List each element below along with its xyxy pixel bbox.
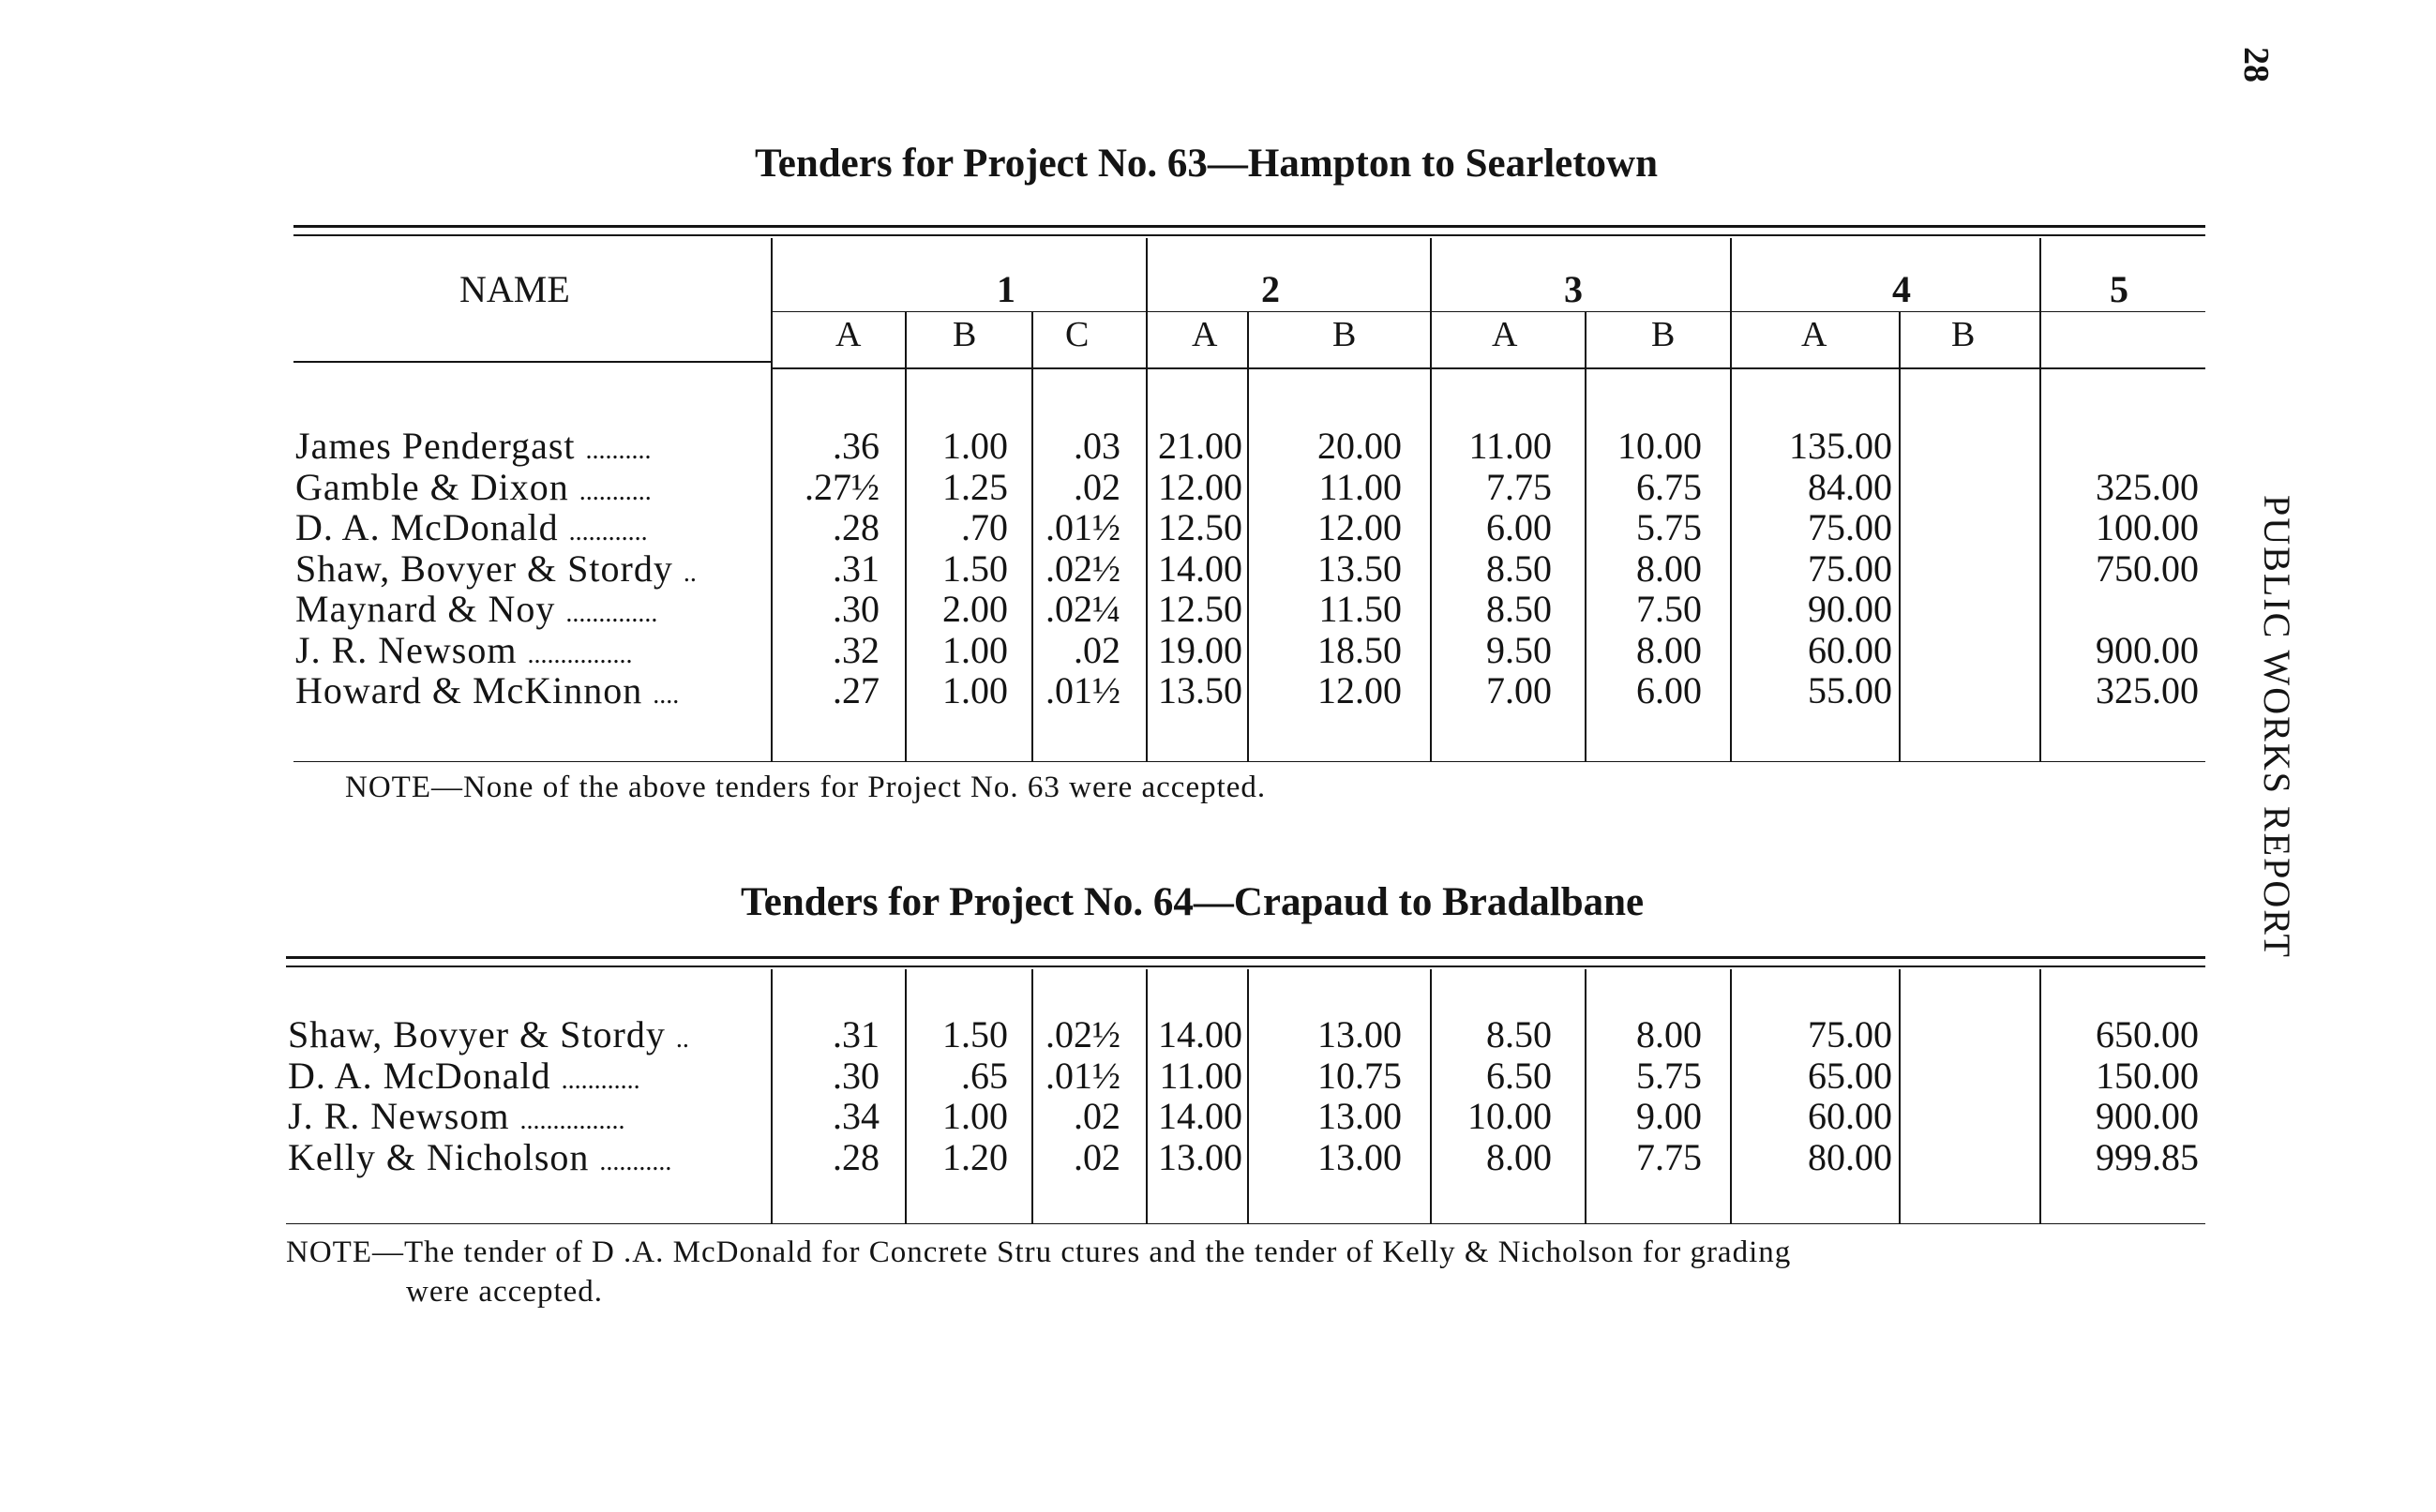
table-cell: .31 [833, 1013, 880, 1055]
table-cell: 900.00 [2096, 1095, 2199, 1137]
header-rule-right [771, 367, 2205, 369]
table-cell: 13.00 [1317, 1095, 1402, 1137]
table-cell: 9.50 [1486, 628, 1552, 671]
table-cell: 135.00 [1789, 425, 1892, 467]
leader-dots: .. [683, 558, 697, 588]
column-line-9 [2039, 238, 2041, 761]
table-cell: 21.00 [1158, 425, 1242, 467]
table-cell: 7.75 [1486, 465, 1552, 508]
table-cell: 14.00 [1158, 1013, 1242, 1055]
table-cell: 60.00 [1808, 628, 1892, 671]
table-cell: 13.00 [1158, 1135, 1242, 1178]
table-cell: 12.00 [1317, 669, 1402, 711]
table-cell: .02 [1074, 465, 1120, 508]
table-cell: 65.00 [1808, 1054, 1892, 1097]
table-cell: .34 [833, 1095, 880, 1137]
table-cell: 5.75 [1636, 1054, 1702, 1097]
name-header: NAME [459, 268, 570, 310]
leader-dots: ........... [579, 476, 652, 506]
table-cell: .70 [961, 506, 1008, 548]
row-name [295, 546, 697, 591]
table-cell: 84.00 [1808, 465, 1892, 508]
subheader-4: B [1332, 315, 1357, 354]
table-cell: .02½ [1045, 1013, 1120, 1055]
table-cell: 8.50 [1486, 1013, 1552, 1055]
tenderer-name: James Pendergast [295, 425, 586, 467]
table-cell: .30 [833, 1054, 880, 1097]
subheader-2: C [1065, 315, 1090, 354]
table-64-title: Tenders for Project No. 64—Crapaud to Bradalbane [741, 880, 1645, 924]
top-rule [286, 956, 2205, 959]
table-cell: 6.00 [1486, 506, 1552, 548]
table-cell: .28 [833, 1135, 880, 1178]
tenderer-name: Maynard & Noy [295, 588, 566, 630]
leader-dots: ............ [568, 517, 648, 546]
header-rule [293, 361, 771, 363]
table-cell: 150.00 [2096, 1054, 2199, 1097]
table-cell: 9.00 [1636, 1095, 1702, 1137]
table-cell: .65 [961, 1054, 1008, 1097]
table-cell: .02½ [1045, 546, 1120, 590]
row-name [295, 505, 648, 549]
table-cell: 12.00 [1158, 465, 1242, 508]
table-cell: 10.75 [1317, 1054, 1402, 1097]
subheader-7: A [1801, 315, 1827, 354]
column-line-1 [905, 311, 907, 761]
table-cell: 75.00 [1808, 546, 1892, 590]
bottom-rule [293, 761, 2205, 762]
subheader-1: B [953, 315, 977, 354]
table-cell: 75.00 [1808, 506, 1892, 548]
table-cell: 14.00 [1158, 1095, 1242, 1137]
column-line-0 [771, 238, 773, 761]
table-cell: 750.00 [2096, 546, 2199, 590]
table-cell: 1.50 [942, 1013, 1008, 1055]
table-cell: .02¼ [1045, 588, 1120, 630]
row-name [295, 465, 652, 509]
table-cell: .27½ [804, 465, 880, 508]
leader-dots: .............. [565, 599, 658, 628]
top-rule-2 [286, 966, 2205, 967]
tenderer-name: Kelly & Nicholson [288, 1135, 600, 1178]
top-rule [293, 225, 2205, 228]
table-cell: 13.00 [1317, 1135, 1402, 1178]
table-cell: 8.00 [1486, 1135, 1552, 1178]
table-cell: 11.00 [1159, 1054, 1242, 1097]
table-cell: 75.00 [1808, 1013, 1892, 1055]
table-cell: 7.00 [1486, 669, 1552, 711]
table-cell: 7.50 [1636, 588, 1702, 630]
tenderer-name: J. R. Newsom [295, 628, 528, 671]
table-cell: .36 [833, 425, 880, 467]
table-63-note: NOTE—None of the above tenders for Project No. 63 were accepted. [345, 771, 1267, 804]
table-cell: 12.50 [1158, 506, 1242, 548]
table-cell: 100.00 [2096, 506, 2199, 548]
table-cell: 11.00 [1468, 425, 1552, 467]
table-cell: 10.00 [1617, 425, 1702, 467]
group-header-1: 1 [997, 268, 1015, 310]
leader-dots: ............ [561, 1065, 640, 1095]
table-cell: 1.50 [942, 546, 1008, 590]
table-cell: 11.50 [1318, 588, 1402, 630]
subheader-rule [771, 311, 2205, 312]
row-name [295, 668, 679, 712]
tenderer-name: Shaw, Bovyer & Stordy [288, 1013, 676, 1055]
table-cell: 6.75 [1636, 465, 1702, 508]
row-name [288, 1094, 624, 1138]
tenderer-name: J. R. Newsom [288, 1095, 520, 1137]
table-cell: 20.00 [1317, 425, 1402, 467]
table-63-title: Tenders for Project No. 63—Hampton to Searletown [755, 142, 1659, 186]
table-cell: .02 [1074, 628, 1120, 671]
table-cell: .28 [833, 506, 880, 548]
column-line-1 [905, 969, 907, 1223]
table-cell: .27 [833, 669, 880, 711]
table-cell: 8.00 [1636, 1013, 1702, 1055]
column-line-8 [1899, 311, 1901, 761]
table-cell: .02 [1074, 1095, 1120, 1137]
row-name [288, 1054, 640, 1098]
table-cell: 1.20 [942, 1135, 1008, 1178]
subheader-0: A [835, 315, 862, 354]
group-header-4: 4 [1892, 268, 1911, 310]
table-cell: 55.00 [1808, 669, 1892, 711]
tenderer-name: D. A. McDonald [288, 1054, 562, 1097]
table-cell: 900.00 [2096, 628, 2199, 671]
leader-dots: ................ [519, 1106, 625, 1135]
column-line-0 [771, 969, 773, 1223]
column-line-8 [1899, 969, 1901, 1223]
tenderer-name: D. A. McDonald [295, 506, 569, 548]
column-line-6 [1585, 969, 1586, 1223]
subheader-3: A [1192, 315, 1218, 354]
group-header-5: 5 [2110, 268, 2128, 310]
table-cell: .01½ [1045, 669, 1120, 711]
leader-dots: ................ [527, 639, 633, 669]
column-line-5 [1430, 238, 1432, 761]
table-cell: 1.00 [942, 669, 1008, 711]
table-cell: 1.00 [942, 1095, 1008, 1137]
page-number: 28 [2236, 47, 2276, 82]
leader-dots: .... [653, 681, 680, 710]
table-cell: 14.00 [1158, 546, 1242, 590]
table-cell: 8.00 [1636, 546, 1702, 590]
table-64-note-line-2: were accepted. [406, 1275, 604, 1309]
row-name [288, 1135, 671, 1179]
column-line-2 [1031, 311, 1033, 761]
table-cell: .01½ [1045, 506, 1120, 548]
table-cell: 1.25 [942, 465, 1008, 508]
table-cell: 1.00 [942, 425, 1008, 467]
column-line-7 [1730, 969, 1732, 1223]
table-cell: 12.50 [1158, 588, 1242, 630]
table-cell: 5.75 [1636, 506, 1702, 548]
bottom-rule [286, 1223, 2205, 1224]
tenderer-name: Gamble & Dixon [295, 465, 579, 508]
top-rule-2 [293, 234, 2205, 236]
table-cell: 90.00 [1808, 588, 1892, 630]
table-cell: .02 [1074, 1135, 1120, 1178]
table-cell: 6.50 [1486, 1054, 1552, 1097]
subheader-6: B [1651, 315, 1676, 354]
table-cell: .03 [1074, 425, 1120, 467]
column-line-6 [1585, 311, 1586, 761]
table-64-note-line-1: NOTE—The tender of D .A. McDonald for Concrete Stru ctures and the tender of Kelly & Nicholson for grading [286, 1235, 1792, 1269]
running-head: PUBLIC WORKS REPORT [2256, 495, 2298, 959]
table-cell: .32 [833, 628, 880, 671]
table-cell: 999.85 [2096, 1135, 2199, 1178]
table-cell: 10.00 [1467, 1095, 1552, 1137]
table-cell: 13.50 [1317, 546, 1402, 590]
column-line-4 [1247, 311, 1249, 761]
table-cell: 13.50 [1158, 669, 1242, 711]
column-line-2 [1031, 969, 1033, 1223]
column-line-4 [1247, 969, 1249, 1223]
table-cell: 12.00 [1317, 506, 1402, 548]
tenderer-name: Shaw, Bovyer & Stordy [295, 546, 684, 590]
table-cell: 60.00 [1808, 1095, 1892, 1137]
table-cell: 8.50 [1486, 546, 1552, 590]
table-cell: 6.00 [1636, 669, 1702, 711]
row-name [295, 628, 632, 672]
table-cell: 8.50 [1486, 588, 1552, 630]
table-cell: 8.00 [1636, 628, 1702, 671]
leader-dots: ........... [599, 1146, 672, 1176]
table-cell: 7.75 [1636, 1135, 1702, 1178]
table-cell: 325.00 [2096, 669, 2199, 711]
table-cell: .01½ [1045, 1054, 1120, 1097]
table-cell: 19.00 [1158, 628, 1242, 671]
leader-dots: .......... [585, 436, 652, 465]
table-cell: 1.00 [942, 628, 1008, 671]
table-cell: 11.00 [1318, 465, 1402, 508]
leader-dots: .. [675, 1025, 689, 1054]
column-line-3 [1146, 238, 1148, 761]
table-cell: .30 [833, 588, 880, 630]
table-cell: 13.00 [1317, 1013, 1402, 1055]
tenderer-name: Howard & McKinnon [295, 669, 654, 711]
table-cell: 80.00 [1808, 1135, 1892, 1178]
table-cell: 650.00 [2096, 1013, 2199, 1055]
table-cell: 325.00 [2096, 465, 2199, 508]
table-cell: 2.00 [942, 588, 1008, 630]
table-cell: .31 [833, 546, 880, 590]
column-line-7 [1730, 238, 1732, 761]
column-line-9 [2039, 969, 2041, 1223]
group-header-3: 3 [1564, 268, 1583, 310]
column-line-5 [1430, 969, 1432, 1223]
group-header-2: 2 [1261, 268, 1280, 310]
subheader-5: A [1492, 315, 1518, 354]
subheader-8: B [1951, 315, 1976, 354]
row-name [288, 1012, 689, 1056]
table-cell: 18.50 [1317, 628, 1402, 671]
row-name [295, 424, 652, 468]
row-name [295, 587, 657, 631]
column-line-3 [1146, 969, 1148, 1223]
